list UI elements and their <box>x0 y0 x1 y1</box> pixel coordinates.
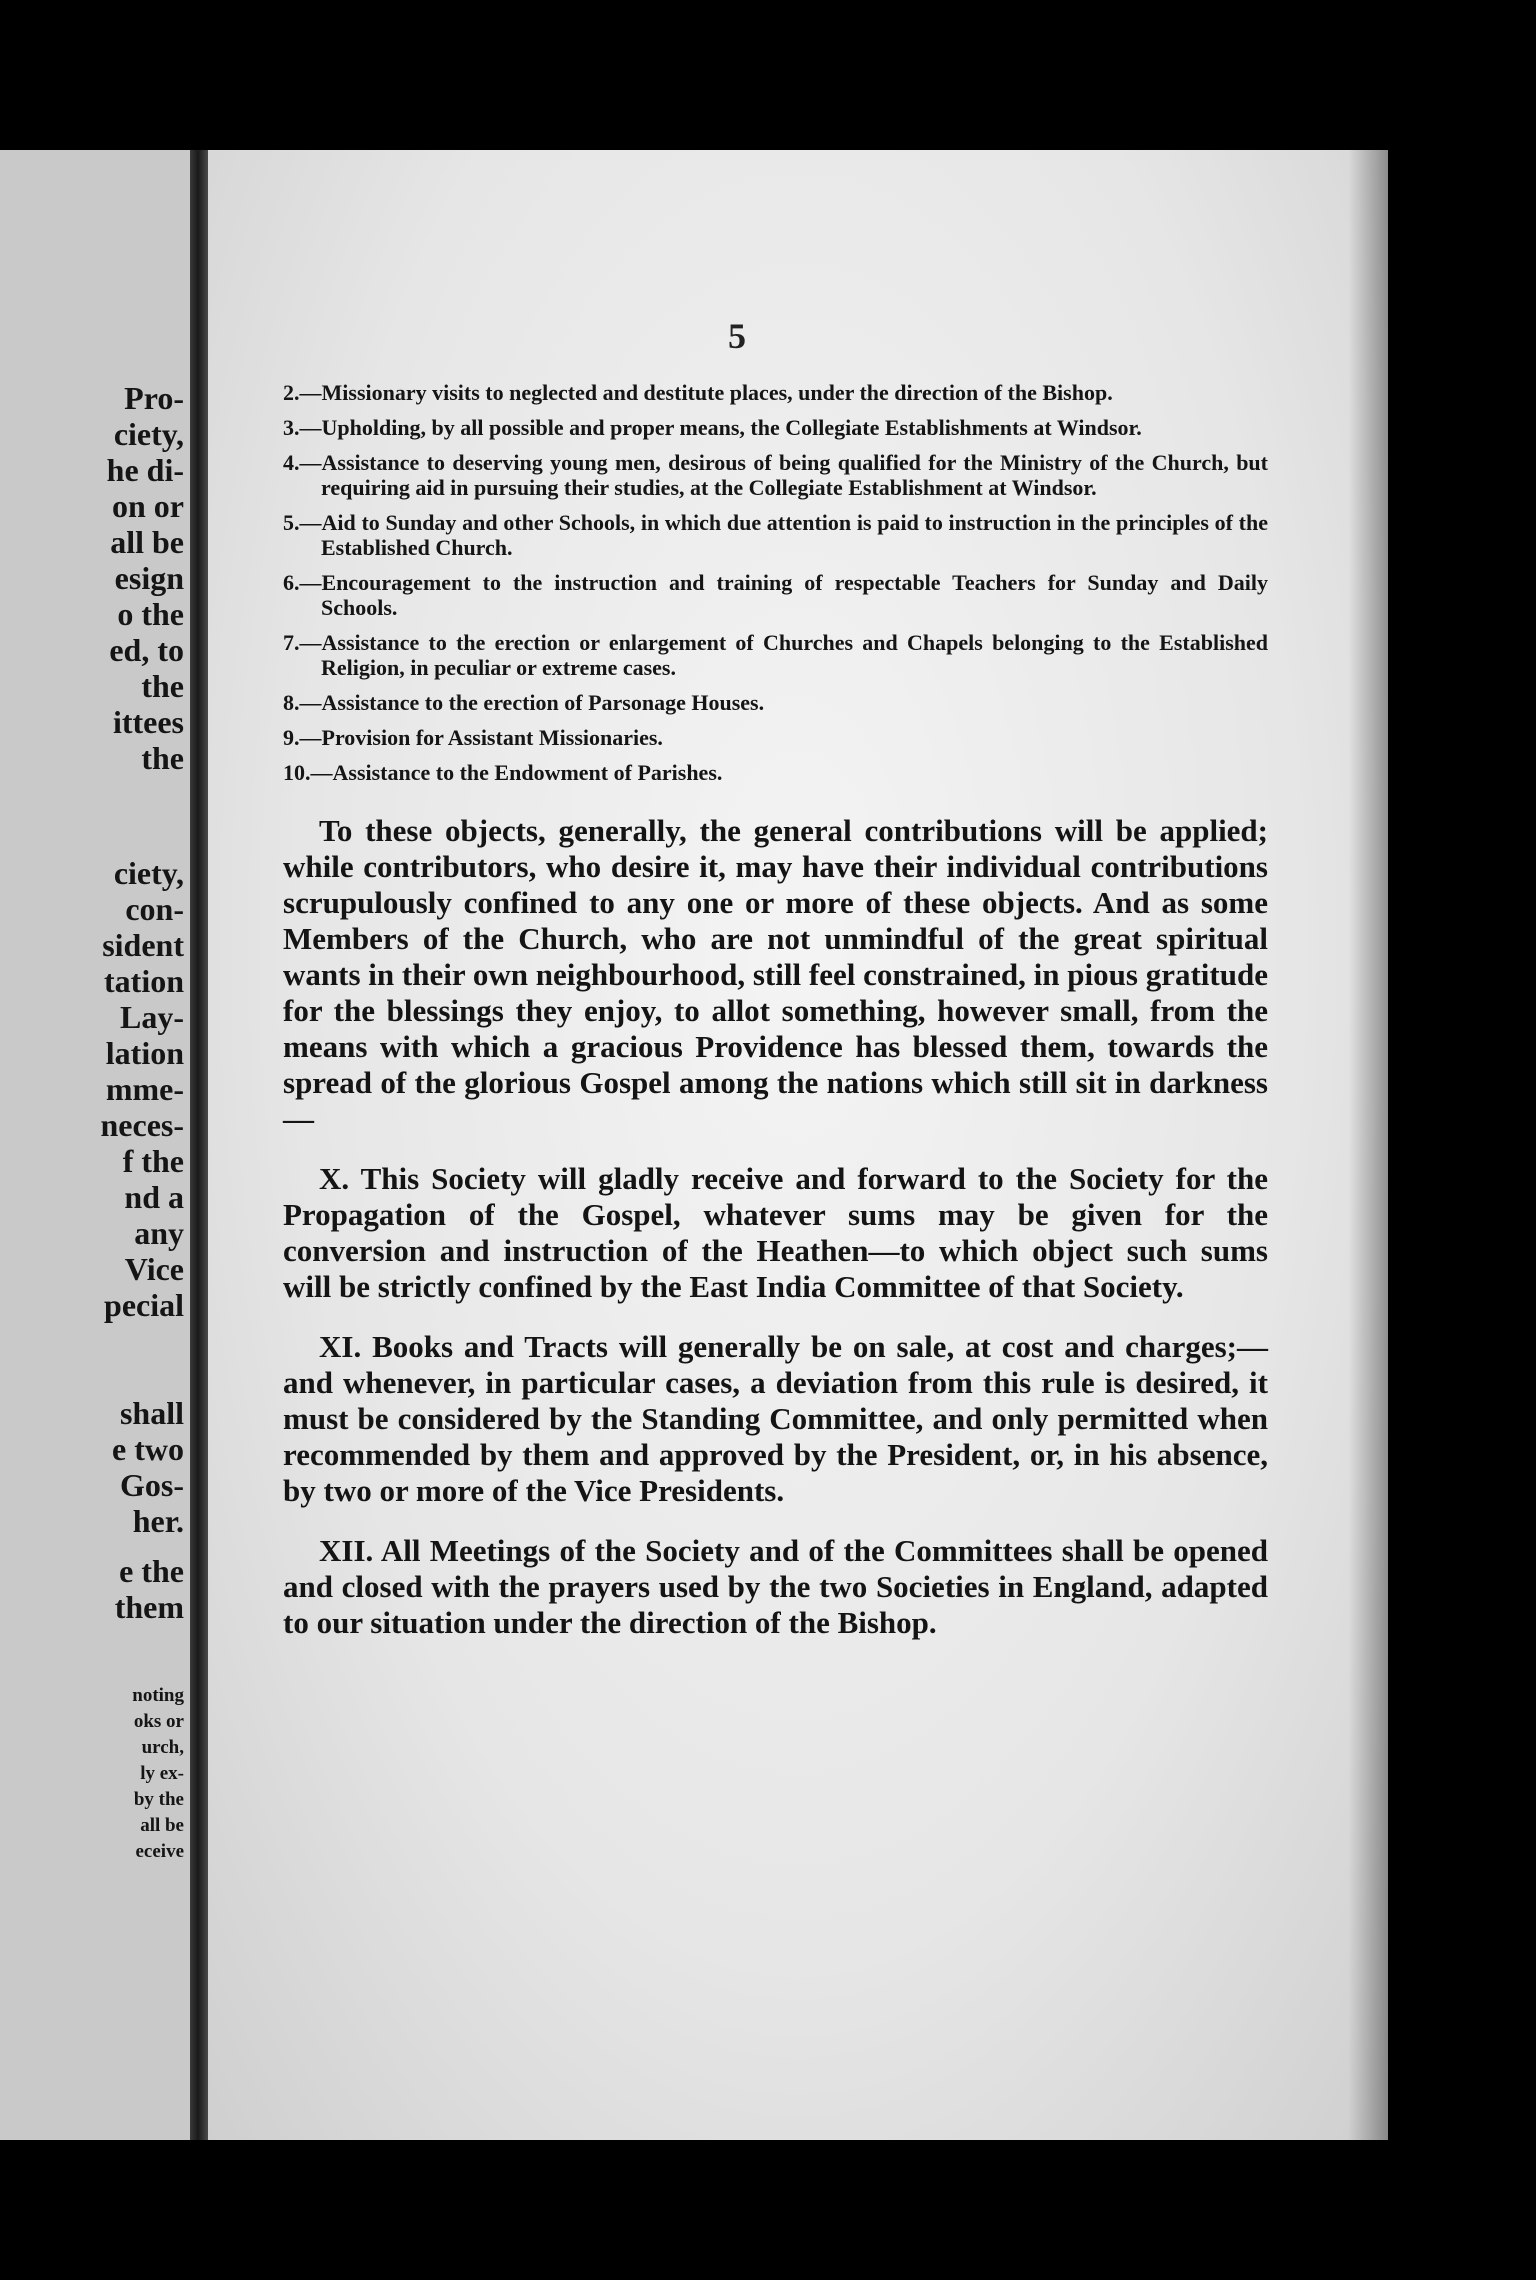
left-page-text-fragment: the <box>141 740 184 776</box>
left-page-text-fragment: all be <box>140 1815 184 1836</box>
left-page-text-fragment: e the <box>119 1553 184 1589</box>
list-item: 10.—Assistance to the Endowment of Parishes. <box>283 760 723 785</box>
left-page-text-fragment: neces- <box>100 1107 184 1143</box>
left-page-text-fragment: by the <box>133 1789 184 1810</box>
left-page-text-fragment: Vice <box>124 1251 184 1287</box>
left-page-text-fragment: on or <box>112 488 184 524</box>
left-page-text-fragment: eceive <box>135 1841 184 1862</box>
list-item: 3.—Upholding, by all possible and proper means, the Collegiate Establishments at Windsor. <box>283 415 1142 440</box>
list-item: 7.—Assistance to the erection or enlargement of Churches and Chapels belonging to the Established Religion, in peculiar or extreme cases. <box>283 630 1268 680</box>
left-page-text-fragment: con- <box>125 891 184 927</box>
left-page-text-fragment: Gos- <box>120 1467 184 1503</box>
left-page-text-fragment: he di- <box>106 452 184 488</box>
left-page-text-fragment: ed, to <box>109 632 184 668</box>
list-item: 2.—Missionary visits to neglected and destitute places, under the direction of the Bishop. <box>283 380 1113 405</box>
left-page-text-fragment: f the <box>122 1143 184 1179</box>
list-item: 8.—Assistance to the erection of Parsonage Houses. <box>283 690 765 715</box>
left-page-text-fragment: oks or <box>133 1711 184 1732</box>
list-item: 4.—Assistance to deserving young men, desirous of being qualified for the Ministry of the Church, but requiring aid in pursuing their studies, at the Collegiate Establishment at Windsor. <box>283 450 1268 500</box>
page <box>208 150 1388 2140</box>
paragraph: To these objects, generally, the general contributions will be applied; while contributors, who desire it, may have their individual contributions scrupulously confined to any one or more of these objects. And as some Members of the Church, who are not unmindful of the great spiritual wants in their own neighbourhood, still feel constrained, in pious gratitude for the blessings they enjoy, to allot something, however small, from the means with which a gracious Providence has blessed them, towards the spread of the glorious Gospel among the nations which still sit in darkness— <box>283 813 1268 1136</box>
left-page-text-fragment: lation <box>105 1035 184 1071</box>
left-page-text-fragment: urch, <box>141 1737 184 1758</box>
list-item: 5.—Aid to Sunday and other Schools, in which due attention is paid to instruction in the principles of the Established Church. <box>283 510 1268 560</box>
list-item: 6.—Encouragement to the instruction and training of respectable Teachers for Sunday and Daily Schools. <box>283 570 1268 620</box>
left-page-text-fragment: mme- <box>105 1071 184 1107</box>
left-page-text-fragment: all be <box>110 524 184 560</box>
left-page-text-fragment: pecial <box>104 1287 184 1323</box>
paragraph-article-x: X. This Society will gladly receive and forward to the Society for the Propagation of the Gospel, whatever sums may be given for the conversion and instruction of the Heathen—to which object such sums will be strictly confined by the East India Committee of that Society. <box>283 1161 1268 1304</box>
left-page-text-fragment: o the <box>117 596 184 632</box>
page-number: 5 <box>728 316 746 356</box>
left-page-text-fragment: sident <box>102 927 184 963</box>
left-page-text-fragment: nd a <box>124 1179 184 1215</box>
left-page-text-fragment: ciety, <box>113 416 184 452</box>
left-page-text-fragment: the <box>141 668 184 704</box>
page-gutter <box>190 150 208 2140</box>
previous-page-fragment <box>0 150 190 2140</box>
left-page-text-fragment: ciety, <box>113 855 184 891</box>
page-body <box>283 380 1268 1665</box>
left-page-text-fragment: esign <box>114 560 184 596</box>
list-item: 9.—Provision for Assistant Missionaries. <box>283 725 663 750</box>
left-page-text-fragment: any <box>134 1215 184 1251</box>
page-edge-shadow <box>1348 150 1388 2140</box>
left-page-text-fragment: noting <box>132 1685 184 1706</box>
left-page-text-fragment: shall <box>119 1395 184 1431</box>
left-page-text-fragment: e two <box>112 1431 184 1467</box>
left-page-text-fragment: Pro- <box>124 380 184 416</box>
left-page-text-fragment: ly ex- <box>140 1763 184 1784</box>
paragraph-article-xii: XII. All Meetings of the Society and of the Committees shall be opened and closed with the prayers used by the two Societies in England, adapted to our situation under the direction of the Bishop. <box>283 1533 1268 1640</box>
paragraph-article-xi: XI. Books and Tracts will generally be on sale, at cost and charges;—and whenever, in particular cases, a deviation from this rule is desired, it must be considered by the Standing Committee, and only permitted when recommended by them and approved by the President, or, in his absence, by two or more of the Vice Presidents. <box>283 1329 1268 1508</box>
left-page-text-fragment: ittees <box>112 704 184 740</box>
left-page-text-fragment: Lay- <box>120 999 184 1035</box>
left-page-text-fragment: her. <box>132 1503 184 1539</box>
left-page-text-fragment: tation <box>104 963 184 999</box>
left-page-text-fragment: them <box>114 1589 184 1625</box>
